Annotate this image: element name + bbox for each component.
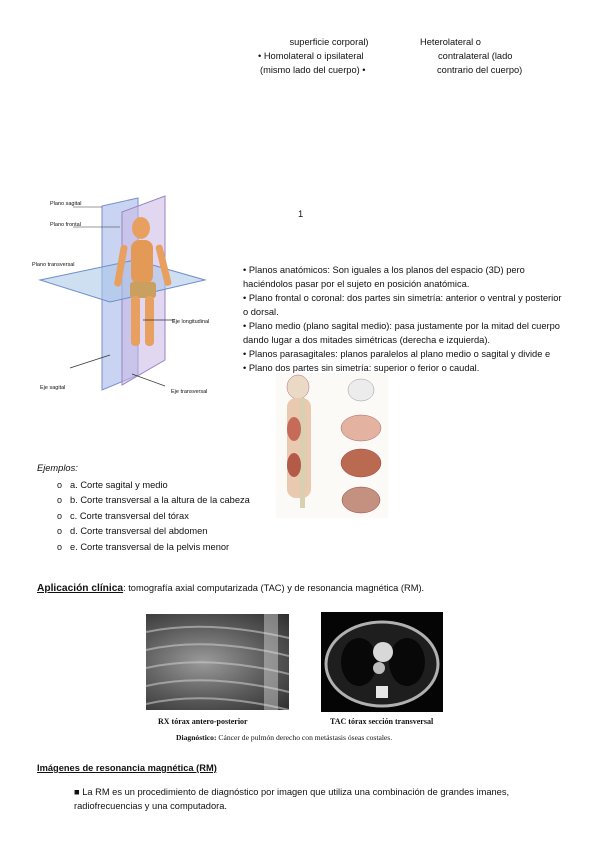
- anatomical-planes-figure: [30, 190, 230, 405]
- body-torso: [131, 240, 153, 284]
- xray-caption: RX tórax antero-posterior: [158, 717, 248, 726]
- sections-illustration: [276, 373, 388, 518]
- label-plano-transversal: Plano transversal: [32, 262, 75, 268]
- sagittal-section-thorax: [287, 417, 301, 441]
- transverse-axis-arrow: [132, 374, 165, 386]
- body-right-leg: [145, 296, 154, 346]
- bullet-plano-transversal: • Plano dos partes sin simetría: superior o ferior o caudal.: [243, 362, 480, 373]
- diagnosis-text: Cáncer de pulmón derecho con metástasis óseas costales.: [216, 733, 393, 742]
- examples-list: [37, 479, 250, 557]
- header-left-line2: • Homolateral o ipsilateral: [258, 50, 364, 61]
- diagnosis-line: [176, 732, 392, 743]
- mri-heading: Imágenes de resonancia magnética (RM): [37, 763, 217, 773]
- example-item: o b. Corte transversal a la altura de la cabeza: [57, 494, 250, 510]
- header-right: [420, 36, 570, 78]
- mri-line1: ■ La RM es un procedimiento de diagnóstico por imagen que utiliza una combinación de grandes imanes,: [74, 786, 510, 797]
- sagittal-section-head: [287, 375, 309, 399]
- example-item: o c. Corte transversal del tórax: [57, 510, 250, 526]
- clinical-heading: Aplicación clínica: [37, 583, 124, 594]
- bullet-planos-anatomicos: • Planos anatómicos: Son iguales a los planos del espacio (3D) pero haciéndolos pasar por el sujeto en posición anatómica.: [243, 265, 525, 289]
- diagnosis-label: Diagnóstico:: [176, 733, 217, 742]
- header-right-line2: contralateral (lado: [438, 50, 513, 61]
- header-right-line3: contrario del cuerpo): [437, 64, 523, 75]
- ct-scan: [321, 612, 443, 712]
- example-item: o d. Corte transversal del abdomen: [57, 525, 250, 541]
- example-item: o e. Corte transversal de la pelvis menor: [57, 541, 250, 557]
- example-item: o a. Corte sagital y medio: [57, 479, 250, 495]
- sagittal-section-abdomen: [287, 453, 301, 477]
- clinical-application: [37, 581, 577, 596]
- xray-ribs: [146, 614, 289, 710]
- label-eje-sagital: Eje sagital: [40, 385, 66, 391]
- mri-line2: radiofrecuencias y una computadora.: [74, 800, 227, 811]
- header-left-line1: superficie corporal): [289, 37, 369, 47]
- bullet-plano-medio: • Plano medio (plano sagital medio): pasa justamente por la mitad del cuerpo dando lugar a dos mitades simétricas (derecha e izquierda).: [243, 320, 560, 345]
- sagittal-section-body: [287, 398, 311, 498]
- planes-bullet-list: [243, 264, 565, 376]
- header-left-line3: (mismo lado del cuerpo) •: [260, 64, 366, 75]
- bullet-planos-parasagitales: • Planos parasagitales: planos paralelos al plano medio o sagital y divide e: [243, 348, 551, 359]
- examples-block: [37, 462, 250, 556]
- body-head: [132, 217, 150, 239]
- ct-caption: TAC tórax sección transversal: [330, 717, 434, 726]
- header-left: [250, 36, 400, 78]
- mri-section: [37, 762, 577, 814]
- ct-image: [321, 612, 443, 712]
- page-number: 1: [298, 209, 304, 219]
- section-thorax: [341, 415, 381, 441]
- label-plano-sagital: Plano sagital: [50, 201, 82, 207]
- label-plano-frontal: Plano frontal: [50, 222, 81, 228]
- label-eje-transversal: Eje transversal: [171, 389, 208, 395]
- section-head: [348, 379, 374, 401]
- bullet-plano-frontal: • Plano frontal o coronal: dos partes sin simetría: anterior o ventral y posterior o dorsal.: [243, 292, 562, 317]
- xray-image: [146, 614, 289, 710]
- body-left-leg: [131, 296, 140, 346]
- section-abdomen: [341, 449, 381, 477]
- examples-title: Ejemplos:: [37, 463, 78, 473]
- clinical-text: : tomografía axial computarizada (TAC) y de resonancia magnética (RM).: [123, 583, 425, 593]
- label-eje-longitudinal: Eje longitudinal: [172, 319, 210, 325]
- body-shorts: [130, 282, 156, 298]
- header-right-line1: Heterolateral o: [420, 37, 481, 47]
- sagittal-section-spine: [300, 398, 305, 508]
- sections-figure: [276, 373, 388, 518]
- section-pelvis: [342, 487, 380, 513]
